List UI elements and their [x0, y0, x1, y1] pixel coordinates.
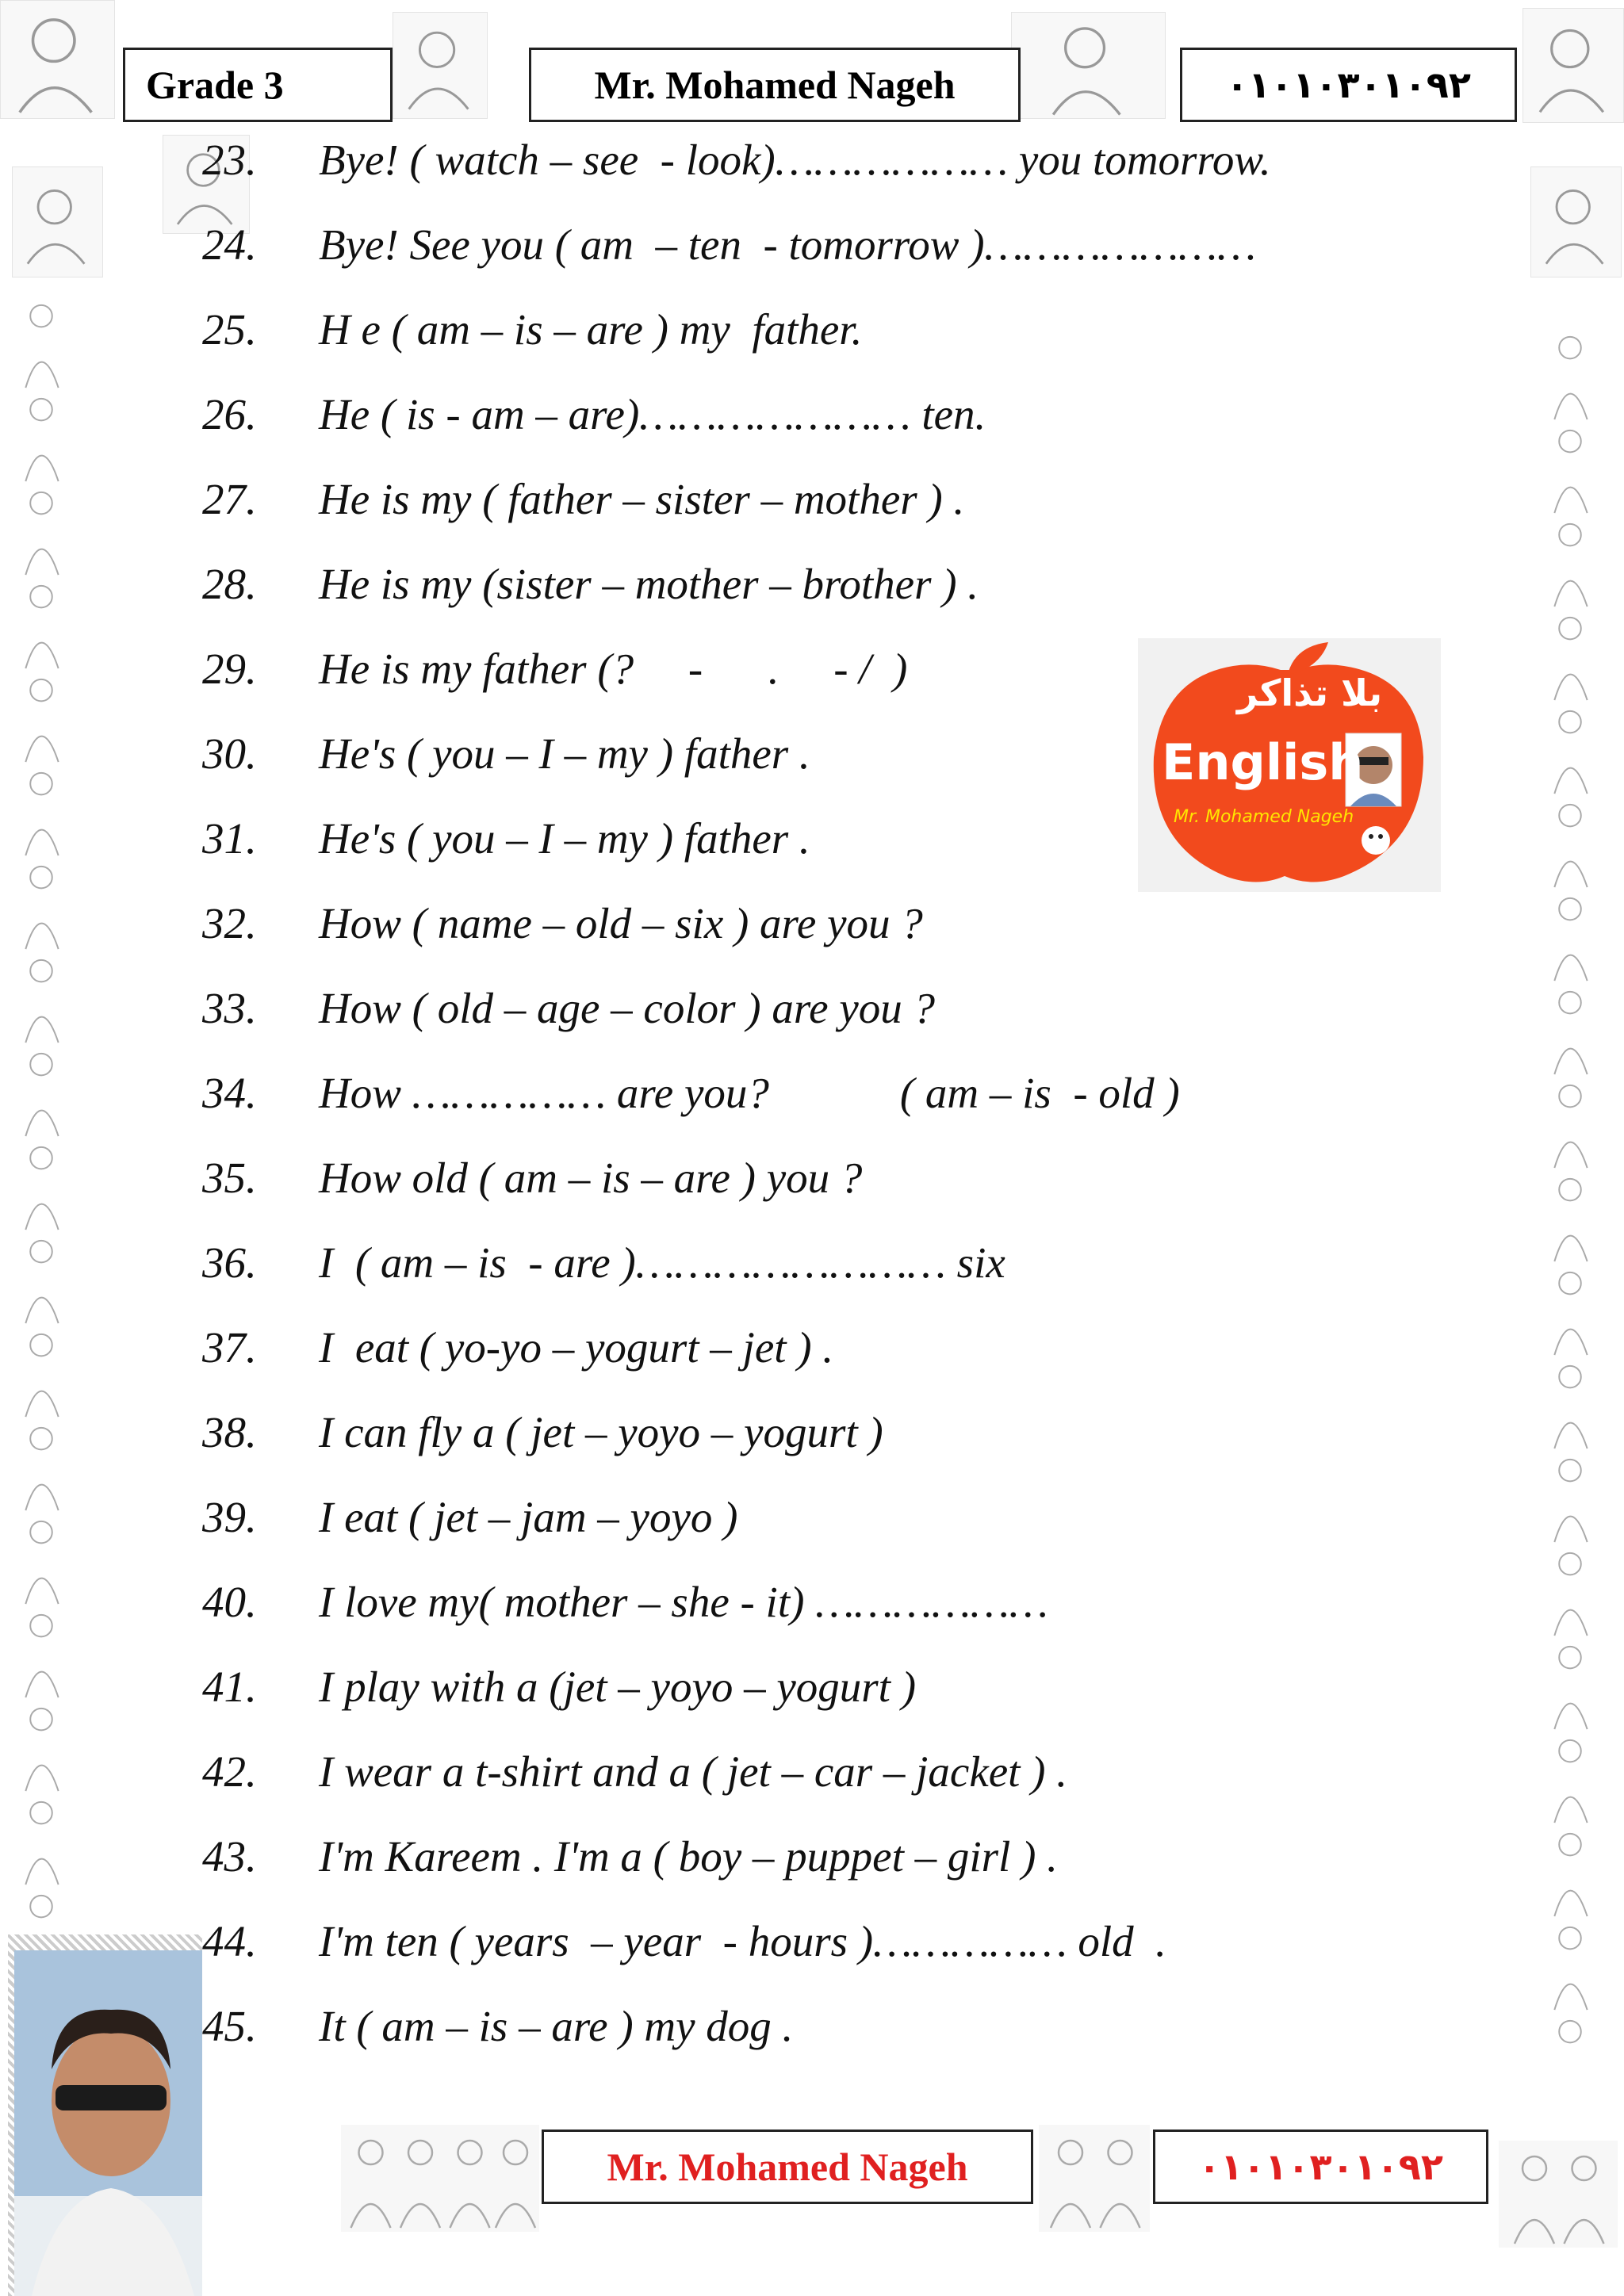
question-item [0, 389, 1427, 461]
footer-sketch-group [1039, 2125, 1150, 2232]
question-item [0, 1492, 1427, 1563]
phone-number-footer [1153, 2130, 1488, 2204]
question-item [0, 1153, 1427, 1224]
question-number: 40. [202, 1578, 257, 1626]
apple-logo-graphic [1138, 638, 1441, 892]
question-item [0, 474, 1427, 545]
question-number: 35. [202, 1154, 257, 1202]
logo-arabic-text: بلا تذاكر [1237, 672, 1383, 714]
sketch-portrait [0, 0, 115, 119]
sketch-portrait [1530, 166, 1622, 277]
teacher-name-text: Mr. Mohamed Nageh [594, 63, 956, 107]
question-text: How …………… are you? ( am – is - old ) [319, 1069, 1180, 1117]
right-sketch-strip [1546, 329, 1594, 2057]
question-item [0, 1916, 1427, 1988]
footer-phone-text: ٠١٠١٠٣٠١٠٩٢ [1198, 2145, 1443, 2188]
question-item [0, 1322, 1427, 1394]
teacher-photo [8, 1934, 202, 2296]
question-text: I can fly a ( jet – yoyo – yogurt ) [319, 1408, 883, 1456]
english-apple-logo [1138, 638, 1441, 892]
question-item [0, 135, 1427, 206]
question-item [0, 1238, 1427, 1309]
sketch-portrait [1522, 8, 1624, 123]
question-item [0, 898, 1427, 970]
question-number: 24. [202, 220, 257, 269]
question-number: 23. [202, 136, 257, 184]
question-text: Bye! See you ( am – ten - tomorrow )………………… [319, 220, 1256, 269]
logo-english-word: English [1162, 733, 1364, 791]
question-number: 30. [202, 729, 257, 778]
question-text: I'm ten ( years – year - hours )…………… old . [319, 1917, 1166, 1965]
footer-sketch-group [1499, 2141, 1618, 2248]
question-number: 27. [202, 475, 257, 523]
question-text: I love my( mother – she - it) ……………… [319, 1578, 1048, 1626]
question-text: Bye! ( watch – see - look)……………… you tomorrow. [319, 136, 1271, 184]
question-item [0, 1747, 1427, 1818]
teacher-name-footer [542, 2130, 1033, 2204]
question-text: How ( old – age – color ) are you ? [319, 984, 936, 1032]
question-number: 37. [202, 1323, 257, 1372]
question-item [0, 1577, 1427, 1648]
question-text: I'm Kareem . I'm a ( boy – puppet – girl ) . [319, 1832, 1058, 1881]
question-item [0, 220, 1427, 291]
question-text: I ( am – is - are )…………………… six [319, 1238, 1005, 1287]
question-item [0, 304, 1427, 376]
teacher-name-header [529, 48, 1021, 122]
question-number: 28. [202, 560, 257, 608]
question-text: He's ( you – I – my ) father . [319, 814, 810, 863]
question-item [0, 1831, 1427, 1903]
question-text: He is my father (? - . - / ) [319, 645, 908, 693]
question-number: 34. [202, 1069, 257, 1117]
sketch-portrait [1011, 12, 1166, 119]
grade-label [123, 48, 393, 122]
phone-number-header [1180, 48, 1517, 122]
phone-number-text: ٠١٠١٠٣٠١٠٩٢ [1226, 63, 1471, 106]
question-item [0, 1662, 1427, 1733]
sketch-portrait [393, 12, 488, 119]
footer-teacher-text: Mr. Mohamed Nageh [607, 2145, 968, 2189]
question-text: How ( name – old – six ) are you ? [319, 899, 923, 947]
question-number: 25. [202, 305, 257, 354]
question-number: 42. [202, 1747, 257, 1796]
question-number: 38. [202, 1408, 257, 1456]
question-number: 44. [202, 1917, 257, 1965]
question-text: How old ( am – is – are ) you ? [319, 1154, 863, 1202]
question-number: 45. [202, 2002, 257, 2050]
question-text: H e ( am – is – are ) my father. [319, 305, 863, 354]
question-item [0, 983, 1427, 1054]
question-item [0, 1068, 1427, 1139]
question-text: It ( am – is – are ) my dog . [319, 2002, 794, 2050]
question-text: He ( is - am – are)………………… ten. [319, 390, 986, 438]
question-text: He is my (sister – mother – brother ) . [319, 560, 979, 608]
logo-subtitle: Mr. Mohamed Nageh [1174, 807, 1354, 827]
question-item [0, 559, 1427, 630]
question-number: 41. [202, 1663, 257, 1711]
question-text: I play with a (jet – yoyo – yogurt ) [319, 1663, 917, 1711]
question-number: 39. [202, 1493, 257, 1541]
question-item [0, 2001, 1427, 2072]
grade-text: Grade 3 [146, 63, 284, 107]
question-text: I wear a t-shirt and a ( jet – car – jacket ) . [319, 1747, 1067, 1796]
question-text: I eat ( yo-yo – yogurt – jet ) . [319, 1323, 834, 1372]
question-number: 26. [202, 390, 257, 438]
question-number: 43. [202, 1832, 257, 1881]
footer-sketch-group [341, 2125, 539, 2232]
question-number: 36. [202, 1238, 257, 1287]
question-text: He's ( you – I – my ) father . [319, 729, 810, 778]
question-number: 29. [202, 645, 257, 693]
question-number: 31. [202, 814, 257, 863]
question-text: He is my ( father – sister – mother ) . [319, 475, 965, 523]
question-number: 33. [202, 984, 257, 1032]
question-number: 32. [202, 899, 257, 947]
question-text: I eat ( jet – jam – yoyo ) [319, 1493, 738, 1541]
question-item [0, 1407, 1427, 1479]
